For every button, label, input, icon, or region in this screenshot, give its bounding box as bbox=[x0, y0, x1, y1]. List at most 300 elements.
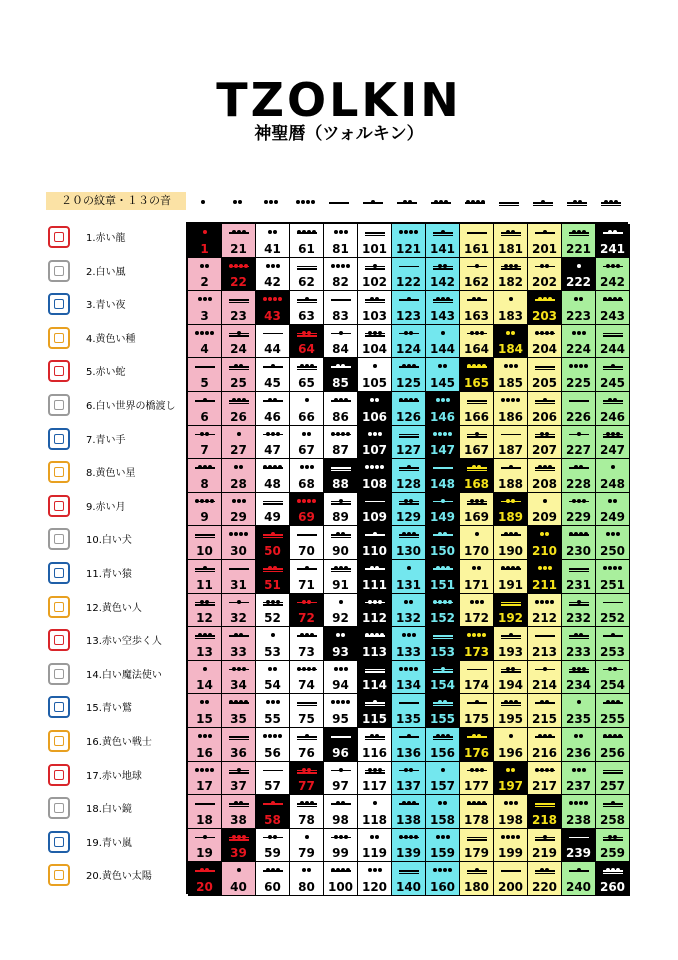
tone-bar bbox=[365, 232, 385, 234]
tone-dot bbox=[373, 264, 377, 268]
tone-bar bbox=[263, 537, 283, 539]
day-cell bbox=[460, 728, 494, 762]
day-number: 70 bbox=[298, 543, 315, 558]
tone-header bbox=[322, 192, 356, 210]
tone-bar bbox=[501, 434, 521, 436]
tone-dot bbox=[608, 835, 612, 839]
glyph-icon-mark bbox=[54, 232, 64, 242]
day-cell bbox=[290, 459, 324, 493]
tone-sign bbox=[426, 260, 459, 274]
tone-sign bbox=[494, 562, 527, 576]
day-number: 105 bbox=[361, 375, 388, 390]
tone-sign bbox=[358, 226, 391, 240]
tone-dot bbox=[407, 801, 411, 805]
day-number: 125 bbox=[395, 375, 422, 390]
tone-dot bbox=[438, 600, 442, 604]
tone-dot bbox=[613, 835, 617, 839]
tone-dot bbox=[506, 331, 510, 335]
tone-sign bbox=[324, 528, 357, 542]
tone-dot bbox=[584, 364, 588, 368]
tone-sign bbox=[562, 831, 595, 845]
day-cell bbox=[528, 325, 562, 359]
day-number: 121 bbox=[395, 241, 422, 256]
day-cell bbox=[324, 224, 358, 258]
tone-sign bbox=[528, 562, 561, 576]
tone-sign bbox=[392, 495, 425, 509]
tone-dot bbox=[237, 398, 241, 402]
day-cell bbox=[188, 594, 222, 628]
tone-dot bbox=[375, 398, 379, 402]
tone-bar bbox=[365, 772, 385, 774]
day-number: 83 bbox=[332, 308, 349, 323]
day-number: 103 bbox=[361, 308, 388, 323]
day-number: 237 bbox=[565, 779, 592, 794]
day-number: 155 bbox=[429, 711, 456, 726]
tone-sign bbox=[392, 797, 425, 811]
tone-dot bbox=[540, 600, 544, 604]
day-number: 11 bbox=[196, 577, 213, 592]
tone-dot bbox=[618, 566, 622, 570]
day-number: 102 bbox=[361, 275, 388, 290]
tone-dot bbox=[266, 868, 270, 872]
tone-dot bbox=[203, 566, 207, 570]
tone-dot bbox=[611, 532, 615, 536]
day-cell bbox=[528, 392, 562, 426]
tone-dot bbox=[613, 398, 617, 402]
day-number: 119 bbox=[361, 846, 388, 861]
day-cell bbox=[392, 594, 426, 628]
tone-sign bbox=[494, 360, 527, 374]
day-number: 75 bbox=[298, 711, 315, 726]
tone-bar bbox=[569, 571, 589, 573]
day-number: 90 bbox=[332, 543, 349, 558]
tone-sign bbox=[494, 461, 527, 475]
day-cell bbox=[222, 627, 256, 661]
day-number: 138 bbox=[395, 812, 422, 827]
tone-bar bbox=[297, 369, 317, 371]
tone-bar bbox=[331, 299, 351, 301]
day-cell bbox=[460, 661, 494, 695]
day-number: 19 bbox=[196, 846, 213, 861]
day-cell bbox=[528, 728, 562, 762]
tone-dot bbox=[371, 200, 375, 204]
day-cell bbox=[392, 728, 426, 762]
tone-dot bbox=[504, 264, 508, 268]
tone-sign bbox=[528, 730, 561, 744]
day-number: 25 bbox=[230, 375, 247, 390]
tone-sign bbox=[494, 293, 527, 307]
tone-bar bbox=[467, 669, 487, 671]
glyph-icon bbox=[48, 831, 70, 853]
tone-dot bbox=[200, 768, 204, 772]
day-number: 14 bbox=[196, 678, 213, 693]
day-number: 1 bbox=[200, 241, 209, 256]
tone-bar bbox=[399, 436, 419, 438]
day-number: 142 bbox=[429, 275, 456, 290]
day-number: 175 bbox=[463, 711, 490, 726]
day-cell bbox=[562, 728, 596, 762]
day-cell bbox=[426, 325, 460, 359]
tone-sign bbox=[596, 428, 629, 442]
day-number: 130 bbox=[395, 543, 422, 558]
day-cell bbox=[256, 224, 290, 258]
tone-dot bbox=[538, 297, 542, 301]
tone-dot bbox=[438, 868, 442, 872]
tone-sign bbox=[188, 864, 221, 878]
day-cell bbox=[392, 392, 426, 426]
day-cell bbox=[256, 526, 290, 560]
tone-dot bbox=[200, 331, 204, 335]
tone-bar bbox=[263, 333, 283, 335]
tone-dot bbox=[409, 600, 413, 604]
day-number: 72 bbox=[298, 611, 315, 626]
day-cell bbox=[324, 627, 358, 661]
tone-dot bbox=[543, 499, 547, 503]
day-number: 60 bbox=[264, 879, 281, 894]
tone-dot bbox=[548, 566, 552, 570]
tone-header bbox=[526, 192, 560, 210]
day-cell bbox=[528, 258, 562, 292]
tone-dot bbox=[273, 667, 277, 671]
tone-dot bbox=[475, 868, 479, 872]
glyph-icon bbox=[48, 428, 70, 450]
day-cell bbox=[460, 795, 494, 829]
tone-dot bbox=[616, 432, 620, 436]
day-number: 3 bbox=[200, 308, 209, 323]
tone-header bbox=[254, 192, 288, 210]
day-cell bbox=[324, 325, 358, 359]
tone-header bbox=[424, 192, 458, 210]
glyph-row bbox=[46, 491, 186, 525]
tone-bar bbox=[365, 335, 385, 337]
day-number: 76 bbox=[298, 745, 315, 760]
day-number: 214 bbox=[531, 678, 558, 693]
tone-sign bbox=[528, 260, 561, 274]
day-cell bbox=[562, 762, 596, 796]
tone-dot bbox=[297, 230, 301, 234]
tone-dot bbox=[239, 465, 243, 469]
tone-dot bbox=[535, 600, 539, 604]
day-number: 5 bbox=[200, 375, 209, 390]
tone-sign bbox=[188, 428, 221, 442]
tone-sign bbox=[186, 196, 220, 210]
day-cell bbox=[222, 560, 256, 594]
day-number: 242 bbox=[599, 275, 626, 290]
day-number: 256 bbox=[599, 745, 626, 760]
day-cell bbox=[494, 392, 528, 426]
tone-dot bbox=[234, 264, 238, 268]
day-cell bbox=[222, 594, 256, 628]
tone-sign bbox=[358, 663, 391, 677]
tone-dot bbox=[402, 801, 406, 805]
tone-sign bbox=[526, 196, 560, 210]
tone-dot bbox=[278, 297, 282, 301]
tone-sign bbox=[358, 461, 391, 475]
tone-dot bbox=[438, 364, 442, 368]
tone-sign bbox=[596, 528, 629, 542]
tone-dot bbox=[339, 768, 343, 772]
tone-dot bbox=[448, 600, 452, 604]
tone-bar bbox=[263, 571, 283, 573]
tone-dot bbox=[443, 868, 447, 872]
tone-bar bbox=[297, 268, 317, 270]
tone-dot bbox=[548, 465, 552, 469]
glyph-icon-mark bbox=[54, 333, 64, 343]
tone-sign bbox=[358, 730, 391, 744]
day-cell bbox=[562, 829, 596, 863]
tone-dot bbox=[577, 230, 581, 234]
tone-dot bbox=[399, 835, 403, 839]
tone-dot bbox=[441, 499, 445, 503]
tone-dot bbox=[339, 499, 343, 503]
tone-dot bbox=[475, 432, 479, 436]
tone-sign bbox=[460, 764, 493, 778]
tone-dot bbox=[263, 297, 267, 301]
tone-dot bbox=[237, 499, 241, 503]
day-cell bbox=[222, 291, 256, 325]
glyph-label: 6.白い世界の橋渡し bbox=[86, 401, 176, 412]
day-number: 255 bbox=[599, 711, 626, 726]
tone-dot bbox=[436, 566, 440, 570]
tone-dot bbox=[480, 331, 484, 335]
tone-bar bbox=[569, 235, 589, 237]
tone-dot bbox=[582, 230, 586, 234]
day-number: 226 bbox=[565, 409, 592, 424]
day-cell bbox=[494, 358, 528, 392]
day-cell bbox=[562, 594, 596, 628]
day-cell bbox=[460, 526, 494, 560]
tone-sign bbox=[358, 596, 391, 610]
tone-dot bbox=[577, 868, 581, 872]
tone-dot bbox=[481, 200, 485, 204]
tone-sign bbox=[222, 562, 255, 576]
tone-bar bbox=[365, 705, 385, 707]
tone-bar bbox=[297, 302, 317, 304]
tone-dot bbox=[208, 465, 212, 469]
tone-sign bbox=[494, 663, 527, 677]
day-cell bbox=[222, 526, 256, 560]
day-cell bbox=[188, 325, 222, 359]
day-cell bbox=[188, 762, 222, 796]
glyph-icon bbox=[48, 360, 70, 382]
day-cell bbox=[256, 493, 290, 527]
tone-dot bbox=[242, 667, 246, 671]
tone-dot bbox=[407, 532, 411, 536]
tone-dot bbox=[514, 264, 518, 268]
tone-dot bbox=[239, 532, 243, 536]
day-number: 241 bbox=[599, 241, 626, 256]
day-cell bbox=[562, 358, 596, 392]
glyph-icon-mark bbox=[54, 669, 64, 679]
tone-dot bbox=[205, 331, 209, 335]
glyph-icon bbox=[48, 562, 70, 584]
tone-sign bbox=[460, 696, 493, 710]
tone-dot bbox=[613, 734, 617, 738]
tone-sign bbox=[392, 360, 425, 374]
day-number: 96 bbox=[332, 745, 349, 760]
day-cell bbox=[358, 392, 392, 426]
tone-dot bbox=[203, 398, 207, 402]
day-cell bbox=[596, 795, 630, 829]
tone-dot bbox=[535, 768, 539, 772]
tone-dot bbox=[414, 835, 418, 839]
day-number: 152 bbox=[429, 611, 456, 626]
tone-bar bbox=[229, 772, 249, 774]
day-cell bbox=[392, 526, 426, 560]
tone-sign bbox=[290, 495, 323, 509]
day-cell bbox=[222, 795, 256, 829]
tone-sign bbox=[290, 629, 323, 643]
tone-dot bbox=[545, 432, 549, 436]
day-cell bbox=[392, 829, 426, 863]
tone-bar bbox=[569, 400, 589, 402]
day-number: 161 bbox=[463, 241, 490, 256]
day-number: 167 bbox=[463, 443, 490, 458]
glyph-icon bbox=[48, 260, 70, 282]
tone-dot bbox=[514, 801, 518, 805]
day-cell bbox=[596, 291, 630, 325]
tone-sign bbox=[358, 562, 391, 576]
day-number: 26 bbox=[230, 409, 247, 424]
tone-bar bbox=[365, 501, 385, 503]
glyph-row bbox=[46, 592, 186, 626]
tone-bar bbox=[263, 503, 283, 505]
tone-dot bbox=[344, 230, 348, 234]
tone-dot bbox=[373, 600, 377, 604]
tone-sign bbox=[222, 327, 255, 341]
day-number: 62 bbox=[298, 275, 315, 290]
tone-dot bbox=[550, 331, 554, 335]
tone-dot bbox=[540, 768, 544, 772]
tone-sign bbox=[562, 360, 595, 374]
tone-bar bbox=[229, 403, 249, 405]
tone-dot bbox=[378, 331, 382, 335]
day-number: 245 bbox=[599, 375, 626, 390]
tone-bar bbox=[331, 537, 351, 539]
day-number: 154 bbox=[429, 678, 456, 693]
day-number: 39 bbox=[230, 846, 247, 861]
day-number: 215 bbox=[531, 711, 558, 726]
tone-dot bbox=[373, 868, 377, 872]
tone-sign bbox=[358, 831, 391, 845]
tone-dot bbox=[375, 835, 379, 839]
tone-dot bbox=[370, 566, 374, 570]
tone-dot bbox=[572, 667, 576, 671]
day-cell bbox=[256, 862, 290, 896]
day-cell bbox=[460, 392, 494, 426]
day-number: 127 bbox=[395, 443, 422, 458]
glyph-label: 17.赤い地球 bbox=[86, 770, 142, 782]
glyph-label: 13.赤い空歩く人 bbox=[86, 636, 162, 648]
tone-sign bbox=[460, 831, 493, 845]
tone-sign bbox=[358, 394, 391, 408]
tone-dot bbox=[443, 364, 447, 368]
tone-sign bbox=[426, 797, 459, 811]
day-cell bbox=[392, 224, 426, 258]
tone-dot bbox=[368, 432, 372, 436]
tone-dot bbox=[302, 600, 306, 604]
day-cell bbox=[596, 829, 630, 863]
tone-dot bbox=[511, 667, 515, 671]
tone-dot bbox=[229, 532, 233, 536]
tone-dot bbox=[618, 734, 622, 738]
day-cell bbox=[324, 694, 358, 728]
tone-dot bbox=[311, 200, 315, 204]
tone-dot bbox=[200, 264, 204, 268]
tone-sign bbox=[324, 360, 357, 374]
tone-sign bbox=[358, 528, 391, 542]
tone-dot bbox=[509, 633, 513, 637]
tone-dot bbox=[346, 264, 350, 268]
tone-sign bbox=[528, 797, 561, 811]
tone-dot bbox=[409, 768, 413, 772]
tone-sign bbox=[528, 360, 561, 374]
day-cell bbox=[290, 358, 324, 392]
glyph-icon bbox=[48, 293, 70, 315]
day-number: 32 bbox=[230, 611, 247, 626]
tone-sign bbox=[528, 696, 561, 710]
day-cell bbox=[358, 258, 392, 292]
tone-dot bbox=[506, 499, 510, 503]
day-number: 53 bbox=[264, 644, 281, 659]
day-number: 246 bbox=[599, 409, 626, 424]
tone-dot bbox=[268, 734, 272, 738]
tone-sign bbox=[528, 596, 561, 610]
tone-sign bbox=[596, 663, 629, 677]
day-cell bbox=[562, 493, 596, 527]
glyph-icon-mark bbox=[54, 837, 64, 847]
tone-sign bbox=[494, 831, 527, 845]
tone-sign bbox=[494, 226, 527, 240]
day-cell bbox=[256, 795, 290, 829]
tone-dot bbox=[407, 364, 411, 368]
day-cell bbox=[494, 829, 528, 863]
tone-dot bbox=[470, 331, 474, 335]
tone-dot bbox=[574, 734, 578, 738]
tone-bar bbox=[365, 302, 385, 304]
tone-dot bbox=[310, 465, 314, 469]
day-cell bbox=[188, 795, 222, 829]
glyph-label: 4.黄色い種 bbox=[86, 333, 136, 345]
day-number: 112 bbox=[361, 611, 388, 626]
tone-bar bbox=[603, 602, 623, 604]
day-cell bbox=[324, 291, 358, 325]
day-cell bbox=[596, 627, 630, 661]
tone-dot bbox=[443, 600, 447, 604]
tone-dot bbox=[475, 331, 479, 335]
day-number: 220 bbox=[531, 879, 558, 894]
tone-bar bbox=[365, 268, 385, 270]
tone-dot bbox=[271, 700, 275, 704]
tone-header bbox=[390, 192, 424, 210]
tone-sign bbox=[426, 596, 459, 610]
tone-sign bbox=[358, 797, 391, 811]
day-cell bbox=[358, 224, 392, 258]
day-number: 233 bbox=[565, 644, 592, 659]
tone-dot bbox=[302, 230, 306, 234]
tone-sign bbox=[324, 226, 357, 240]
tone-dot bbox=[438, 432, 442, 436]
tone-bar bbox=[567, 205, 587, 207]
day-number: 124 bbox=[395, 342, 422, 357]
tone-dot bbox=[264, 200, 268, 204]
day-number: 111 bbox=[361, 577, 388, 592]
glyph-label: 1.赤い龍 bbox=[86, 233, 126, 244]
tone-dot bbox=[344, 835, 348, 839]
tone-dot bbox=[409, 499, 413, 503]
day-cell bbox=[256, 426, 290, 460]
tone-dot bbox=[229, 264, 233, 268]
